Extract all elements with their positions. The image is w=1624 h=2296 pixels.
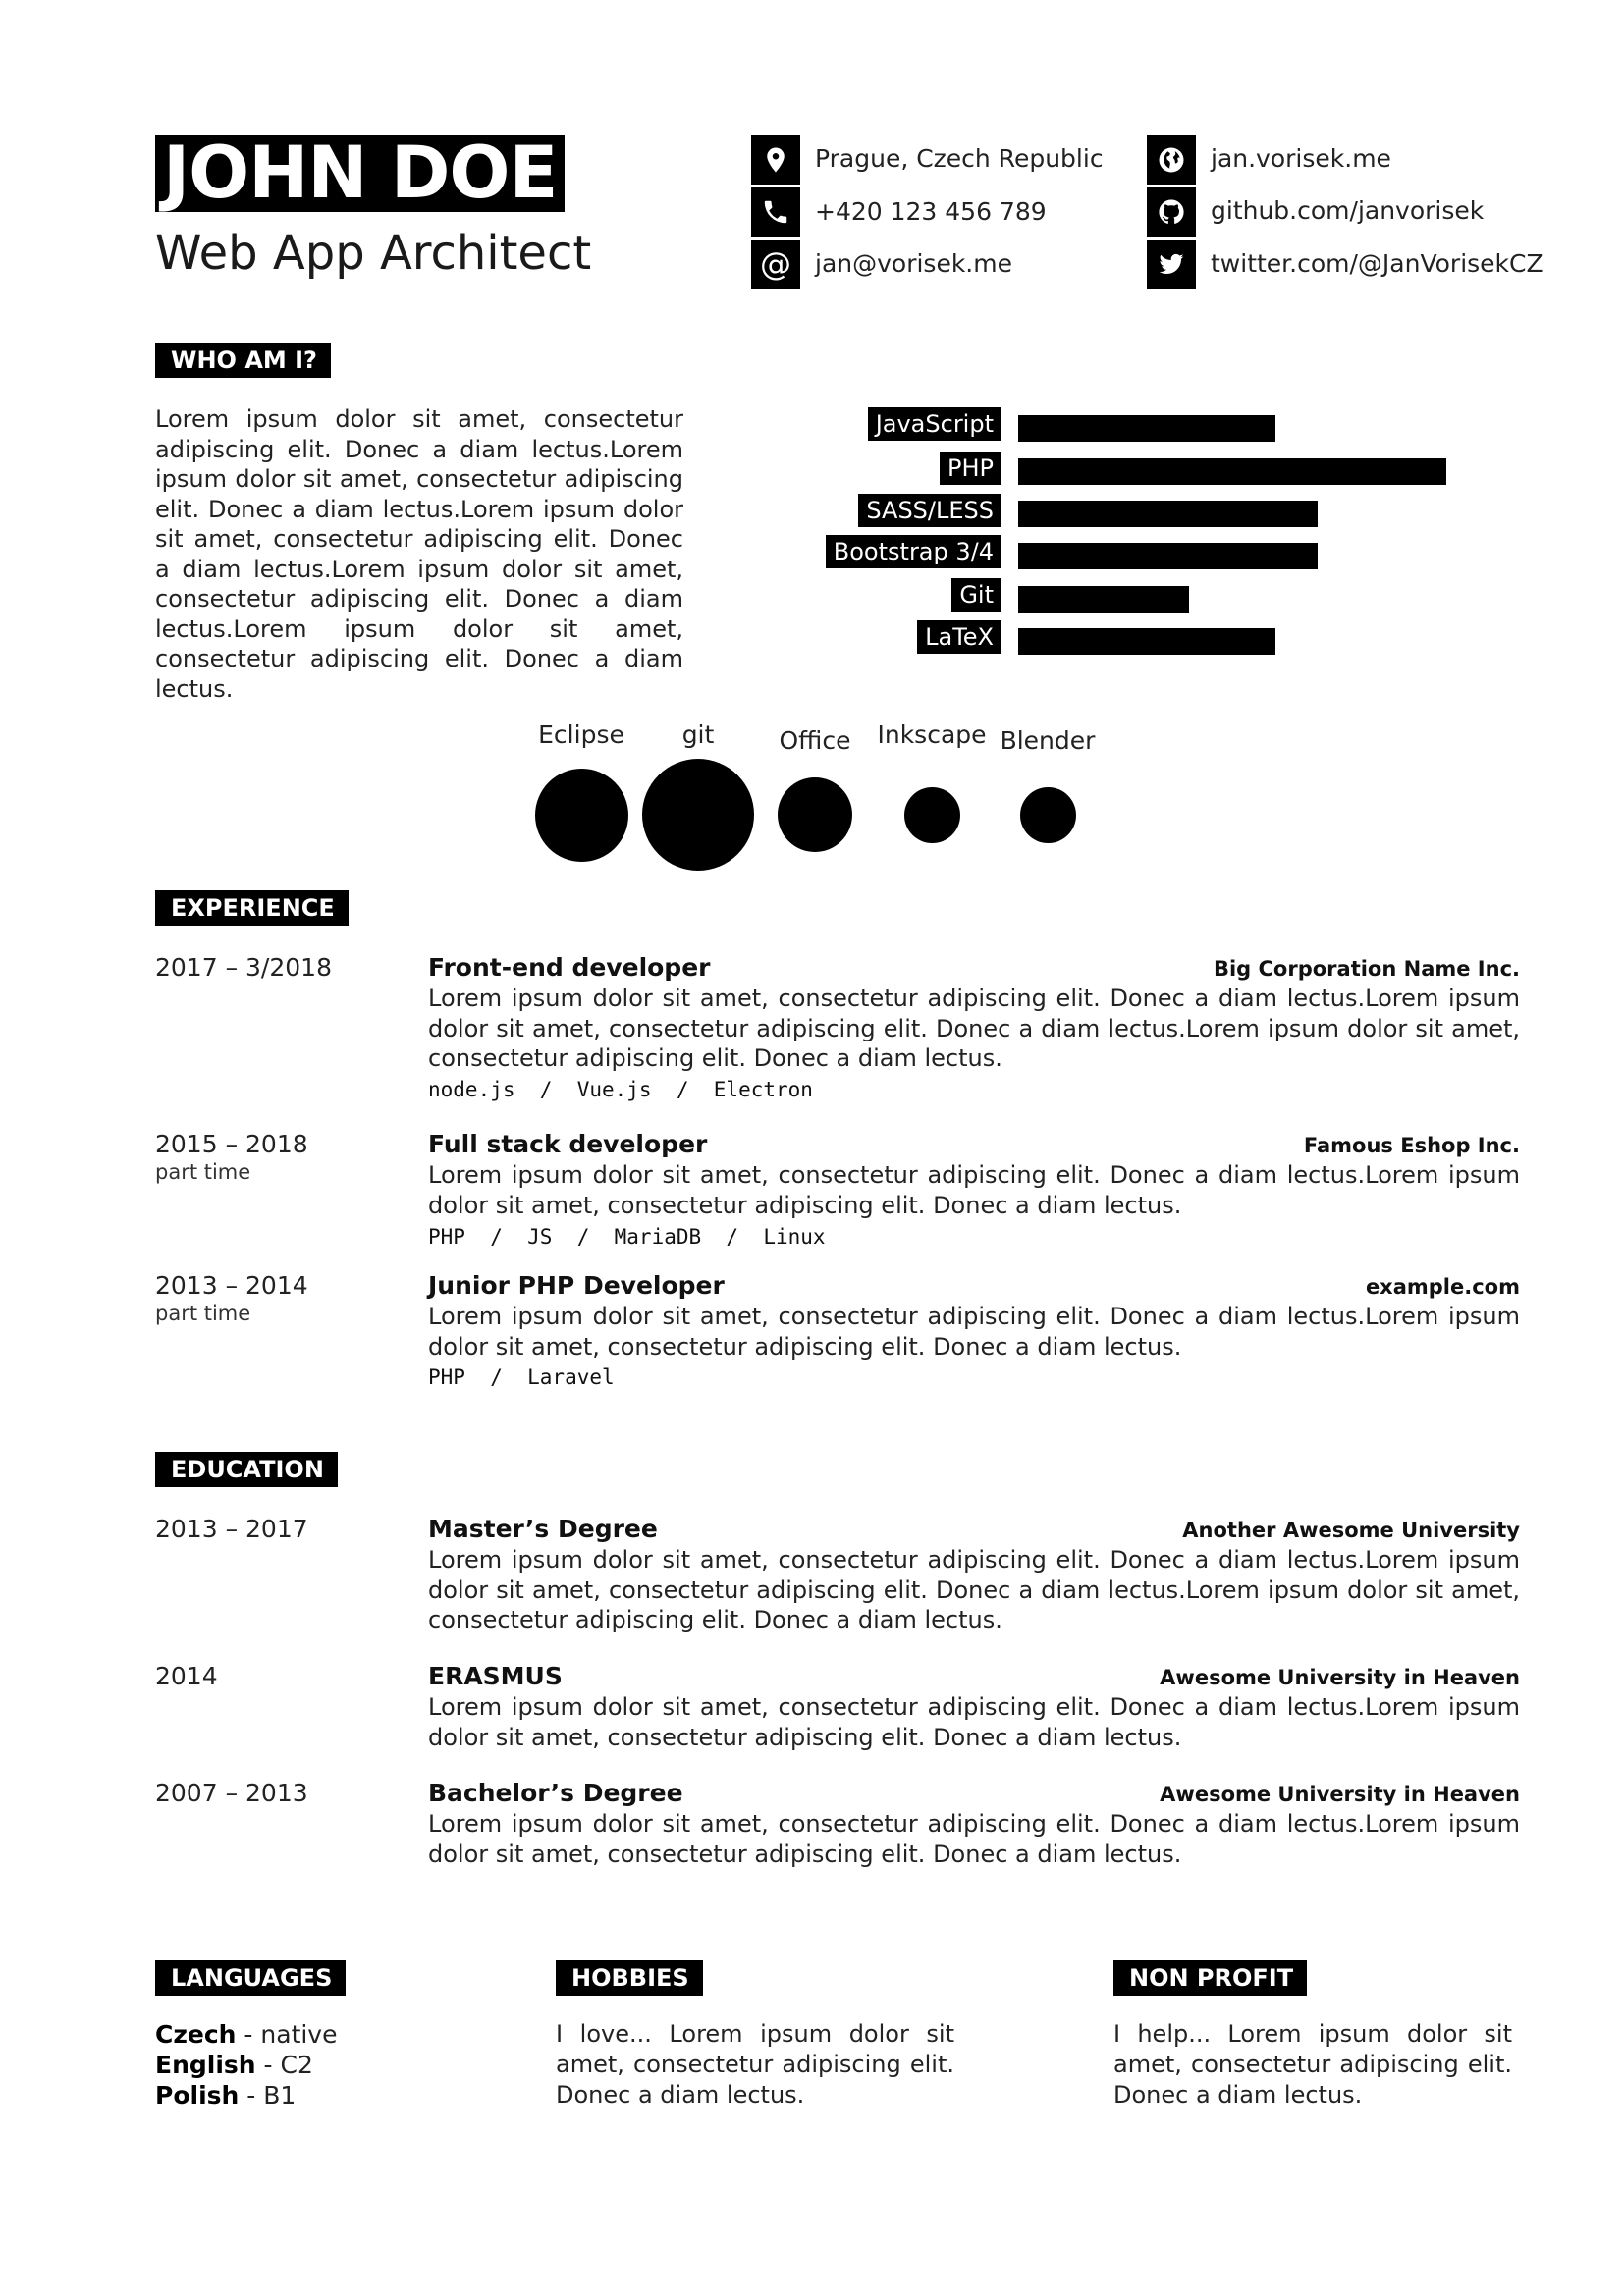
education-date: 2014 <box>155 1662 218 1690</box>
experience-desc: Lorem ipsum dolor sit amet, consectetur adipiscing elit. Donec a diam lectus.Lorem ipsum dolor sit amet, consectetur adipiscing elit. Donec a diam lectus. <box>428 1303 1520 1361</box>
contact-github: github.com/janvorisek <box>1211 196 1485 225</box>
section-heading-education: EDUCATION <box>155 1452 338 1487</box>
github-icon <box>1147 187 1196 237</box>
skill-bar <box>1018 501 1318 527</box>
skill-label: LaTeX <box>917 620 1001 654</box>
at-icon: @ <box>751 240 800 289</box>
skill-label: PHP <box>940 452 1001 485</box>
experience-tech: PHP / JS / MariaDB / Linux <box>428 1225 826 1249</box>
experience-note: part time <box>155 1302 251 1325</box>
nonprofit-text: I help... Lorem ipsum dolor sit amet, consectetur adipiscing elit. Donec a diam lectus. <box>1113 2020 1512 2109</box>
language-item <box>155 2050 313 2080</box>
skill-bars <box>1018 407 1450 663</box>
tool-name: Eclipse <box>538 721 624 749</box>
section-heading-experience: EXPERIENCE <box>155 890 349 926</box>
language-item <box>155 2019 338 2050</box>
skill-label: JavaScript <box>868 407 1001 441</box>
education-date: 2013 – 2017 <box>155 1515 308 1543</box>
skill-bar <box>1018 628 1275 655</box>
twitter-icon <box>1147 240 1196 289</box>
contact-phone: +420 123 456 789 <box>815 197 1047 226</box>
education-degree: Bachelor’s Degree <box>428 1779 683 1807</box>
experience-date: 2017 – 3/2018 <box>155 953 332 982</box>
education-school: Another Awesome University <box>1182 1519 1520 1542</box>
skill-bar <box>1018 586 1189 613</box>
experience-org: Famous Eshop Inc. <box>1303 1134 1520 1157</box>
skill-label: Git <box>951 578 1001 612</box>
tool-name: git <box>681 721 715 749</box>
language-item <box>155 2080 296 2110</box>
experience-note: part time <box>155 1160 251 1184</box>
contact-location: Prague, Czech Republic <box>815 144 1104 173</box>
section-heading-hobbies: HOBBIES <box>556 1960 703 1996</box>
tool-name: Inkscape <box>877 721 987 749</box>
skill-label: Bootstrap 3/4 <box>826 535 1001 568</box>
contact-twitter: twitter.com/@JanVorisekCZ <box>1211 249 1543 278</box>
education-school: Awesome University in Heaven <box>1160 1783 1520 1806</box>
skill-labels <box>776 407 1001 663</box>
experience-role: Front-end developer <box>428 953 711 982</box>
language-level: - B1 <box>239 2081 297 2109</box>
language-level: - native <box>236 2020 338 2049</box>
job-title: Web App Architect <box>155 226 592 281</box>
education-degree: ERASMUS <box>428 1662 563 1690</box>
experience-role: Junior PHP Developer <box>428 1271 725 1300</box>
experience-tech: node.js / Vue.js / Electron <box>428 1078 813 1101</box>
language-level: - C2 <box>255 2051 313 2079</box>
experience-date: 2013 – 2014 <box>155 1271 308 1300</box>
experience-org: example.com <box>1365 1275 1520 1299</box>
tool-name: Office <box>779 726 851 755</box>
contact-website: jan.vorisek.me <box>1211 144 1391 173</box>
tool-name: Blender <box>1000 726 1096 755</box>
experience-desc: Lorem ipsum dolor sit amet, consectetur adipiscing elit. Donec a diam lectus.Lorem ipsum dolor sit amet, consectetur adipiscing elit. Donec a diam lectus. <box>428 1161 1520 1219</box>
contact-email: jan@vorisek.me <box>815 249 1012 278</box>
tools-chart <box>0 707 1624 883</box>
location-icon <box>751 135 800 185</box>
education-date: 2007 – 2013 <box>155 1779 308 1807</box>
education-desc: Lorem ipsum dolor sit amet, consectetur adipiscing elit. Donec a diam lectus.Lorem ipsum dolor sit amet, consectetur adipiscing elit. Donec a diam lectus.Lorem ipsum dolor sit amet, consectetur adipiscing elit. Donec a diam lectus. <box>428 1546 1520 1633</box>
hobbies-text: I love... Lorem ipsum dolor sit amet, consectetur adipiscing elit. Donec a diam lectus. <box>556 2020 954 2109</box>
skill-bar <box>1018 415 1275 442</box>
education-school: Awesome University in Heaven <box>1160 1666 1520 1689</box>
tool-level-dot <box>778 777 852 852</box>
experience-tech: PHP / Laravel <box>428 1365 615 1389</box>
section-heading-languages: LANGUAGES <box>155 1960 346 1996</box>
phone-icon <box>751 187 800 237</box>
language-name: Czech <box>155 2020 237 2049</box>
education-desc: Lorem ipsum dolor sit amet, consectetur adipiscing elit. Donec a diam lectus.Lorem ipsum dolor sit amet, consectetur adipiscing elit. Donec a diam lectus. <box>428 1693 1520 1751</box>
tool-level-dot <box>535 769 628 862</box>
skill-bar <box>1018 543 1318 569</box>
tool-level-dot <box>904 787 960 843</box>
about-text: Lorem ipsum dolor sit amet, consectetur adipiscing elit. Donec a diam lectus.Lorem ipsum dolor sit amet, consectetur adipiscing elit. Donec a diam lectus.Lorem ipsum dolor sit amet, consectetur adipiscing elit. Donec a diam lectus.Lorem ipsum dolor sit amet, consectetur adipiscing elit. Donec a diam lectus.Lorem ipsum dolor sit amet, consectetur adipiscing elit. Donec a diam lectus. <box>155 405 683 703</box>
skill-label: SASS/LESS <box>858 494 1001 527</box>
skill-bar <box>1018 458 1446 485</box>
language-name: Polish <box>155 2081 240 2109</box>
experience-date: 2015 – 2018 <box>155 1130 308 1158</box>
name-heading: JOHN DOE <box>155 135 565 212</box>
tool-level-dot <box>1020 787 1076 843</box>
education-degree: Master’s Degree <box>428 1515 658 1543</box>
section-heading-about: WHO AM I? <box>155 343 331 378</box>
experience-desc: Lorem ipsum dolor sit amet, consectetur adipiscing elit. Donec a diam lectus.Lorem ipsum dolor sit amet, consectetur adipiscing elit. Donec a diam lectus.Lorem ipsum dolor sit amet, consectetur adipiscing elit. Donec a diam lectus. <box>428 985 1520 1072</box>
education-desc: Lorem ipsum dolor sit amet, consectetur adipiscing elit. Donec a diam lectus.Lorem ipsum dolor sit amet, consectetur adipiscing elit. Donec a diam lectus. <box>428 1810 1520 1868</box>
tool-level-dot <box>642 759 754 871</box>
experience-role: Full stack developer <box>428 1130 708 1158</box>
section-heading-nonprofit: NON PROFIT <box>1113 1960 1307 1996</box>
experience-org: Big Corporation Name Inc. <box>1213 957 1520 981</box>
language-name: English <box>155 2051 256 2079</box>
globe-icon <box>1147 135 1196 185</box>
